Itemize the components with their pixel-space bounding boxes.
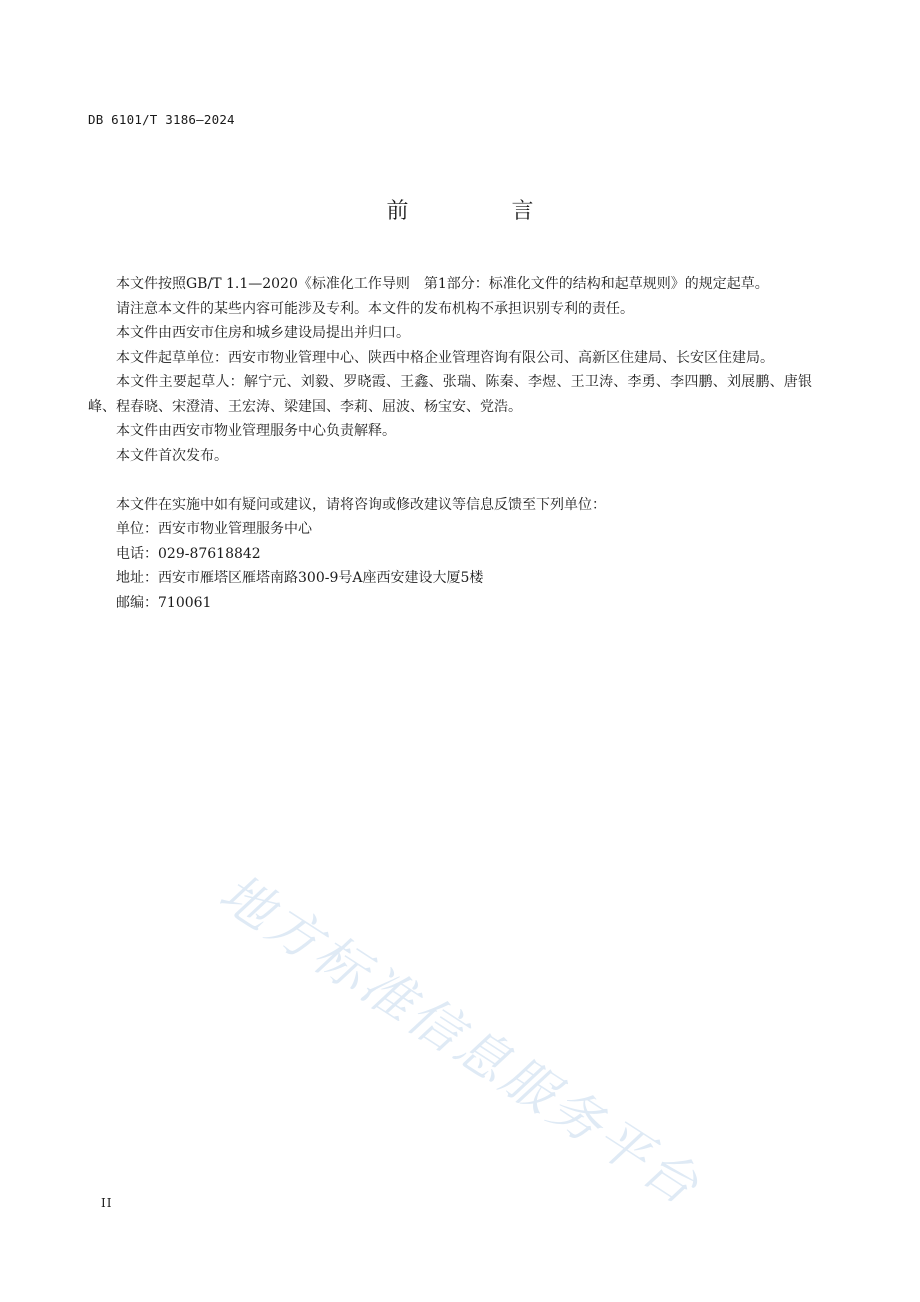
page-number: II — [101, 1196, 113, 1210]
contact-postcode: 邮编：710061 — [116, 594, 212, 611]
paragraph-spacer — [88, 468, 812, 493]
section-title: 前 言 — [386, 199, 582, 224]
paragraph-patent-notice: 请注意本文件的某些内容可能涉及专利。本文件的发布机构不承担识别专利的责任。 — [116, 300, 634, 317]
paragraph-first-release: 本文件首次发布。 — [116, 447, 228, 464]
contact-intro: 本文件在实施中如有疑问或建议，请将咨询或修改建议等信息反馈至下列单位： — [116, 496, 606, 513]
paragraph-interpretation: 本文件由西安市物业管理服务中心负责解释。 — [116, 423, 396, 439]
foreword-body — [88, 272, 812, 615]
watermark: 地方标准信息服务平台 — [208, 862, 712, 1219]
document-code: DB 6101/T 3186—2024 — [88, 112, 235, 127]
paragraph-drafters: 本文件主要起草人：解宁元、刘毅、罗晓霞、王鑫、张瑞、陈秦、李煜、王卫涛、李勇、李四鹏、刘展鹏、唐银峰、程春晓、宋澄清、王宏涛、梁建国、李莉、屈波、杨宝安、党浩。 — [88, 374, 812, 415]
paragraph-drafting-units: 本文件起草单位：西安市物业管理中心、陕西中格企业管理咨询有限公司、高新区住建局、长安区住建局。 — [116, 349, 774, 366]
paragraph-proposer: 本文件由西安市住房和城乡建设局提出并归口。 — [116, 325, 410, 341]
contact-unit: 单位：西安市物业管理服务中心 — [116, 521, 312, 537]
contact-phone: 电话：029-87618842 — [116, 545, 261, 562]
contact-address: 地址：西安市雁塔区雁塔南路300-9号A座西安建设大厦5楼 — [116, 570, 484, 586]
paragraph-standard-basis: 本文件按照GB/T 1.1—2020《标准化工作导则 第1部分：标准化文件的结构和起草规则》的规定起草。 — [116, 276, 769, 292]
